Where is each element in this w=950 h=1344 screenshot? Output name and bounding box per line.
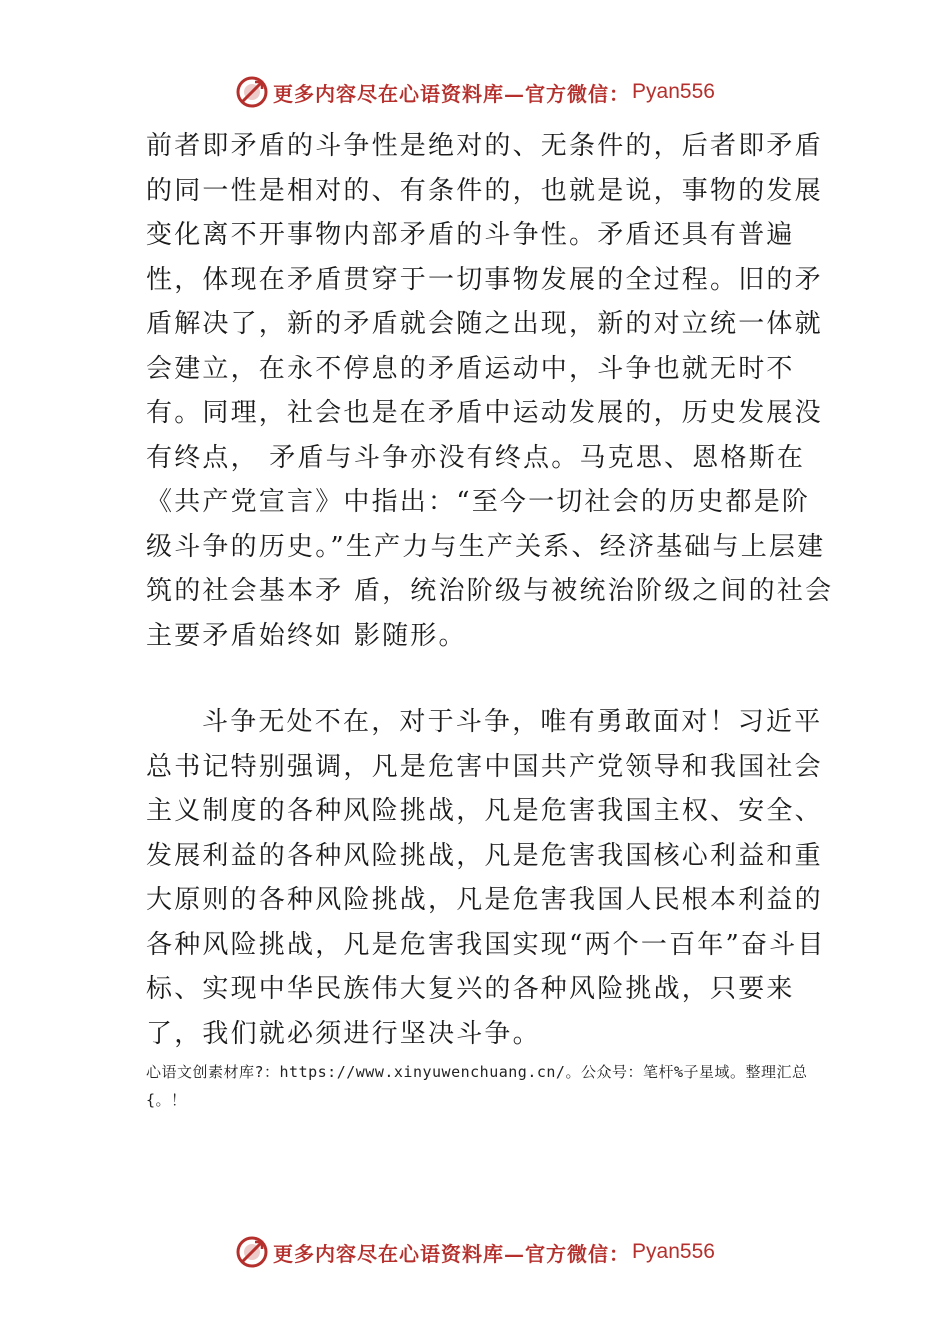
body-paragraph-1: 前者即矛盾的斗争性是绝对的、无条件的，后者即矛盾的同一性是相对的、有条件的，也就是说，事物的发展变化离不开事物内部矛盾的斗争性。矛盾还具有普遍性，体现在矛盾贯穿于一切事物发展的全过程。旧的矛盾解决了，新的矛盾就会随之出现，新的对立统一体就会建立，在永不停息的矛盾运动中，斗争也就无时不有。同理，社会也是在矛盾中运动发展的，历史发展没有终点， 矛盾与斗争亦没有终点。马克思、恩格斯在《共产党宣言》中指出：“至今一切社会的历史都是阶级斗争的历史。”生产力与生产关系、经济基础与上层建筑的社会基本矛 盾，统治阶级与被统治阶级之间的社会主要矛盾始终如 影随形。 xyxy=(146,131,834,651)
xinyu-logo-icon xyxy=(235,1235,269,1269)
body-paragraph-2: 斗争无处不在，对于斗争，唯有勇敢面对！习近平总书记特别强调，凡是危害中国共产党领导和我国社会主义制度的各种风险挑战，凡是危害我国主权、安全、发展利益的各种风险挑战，凡是危害我国核心利益和重大原则的各种风险挑战，凡是危害我国人民根本利益的各种风险挑战，凡是危害我国实现“两个一百年”奋斗目标、实现中华民族伟大复兴的各种风险挑战，只要来了，我们就必须进行坚决斗争。 xyxy=(146,707,826,1049)
header-banner-handle: Pyan556 xyxy=(632,80,715,103)
header-banner-text: 更多内容尽在心语资料库—官方微信： xyxy=(273,81,631,106)
source-footnote: 心语文创素材库?：https://www.xinyuwenchuang.cn/。公众号：笔杆%子星域。整理汇总{。！ xyxy=(146,1063,808,1109)
header-banner xyxy=(0,72,950,112)
footer-banner xyxy=(0,1232,950,1272)
footer-banner-handle: Pyan556 xyxy=(632,1240,715,1263)
footer-banner-text: 更多内容尽在心语资料库—官方微信： xyxy=(273,1241,631,1266)
xinyu-logo-icon xyxy=(235,75,269,109)
